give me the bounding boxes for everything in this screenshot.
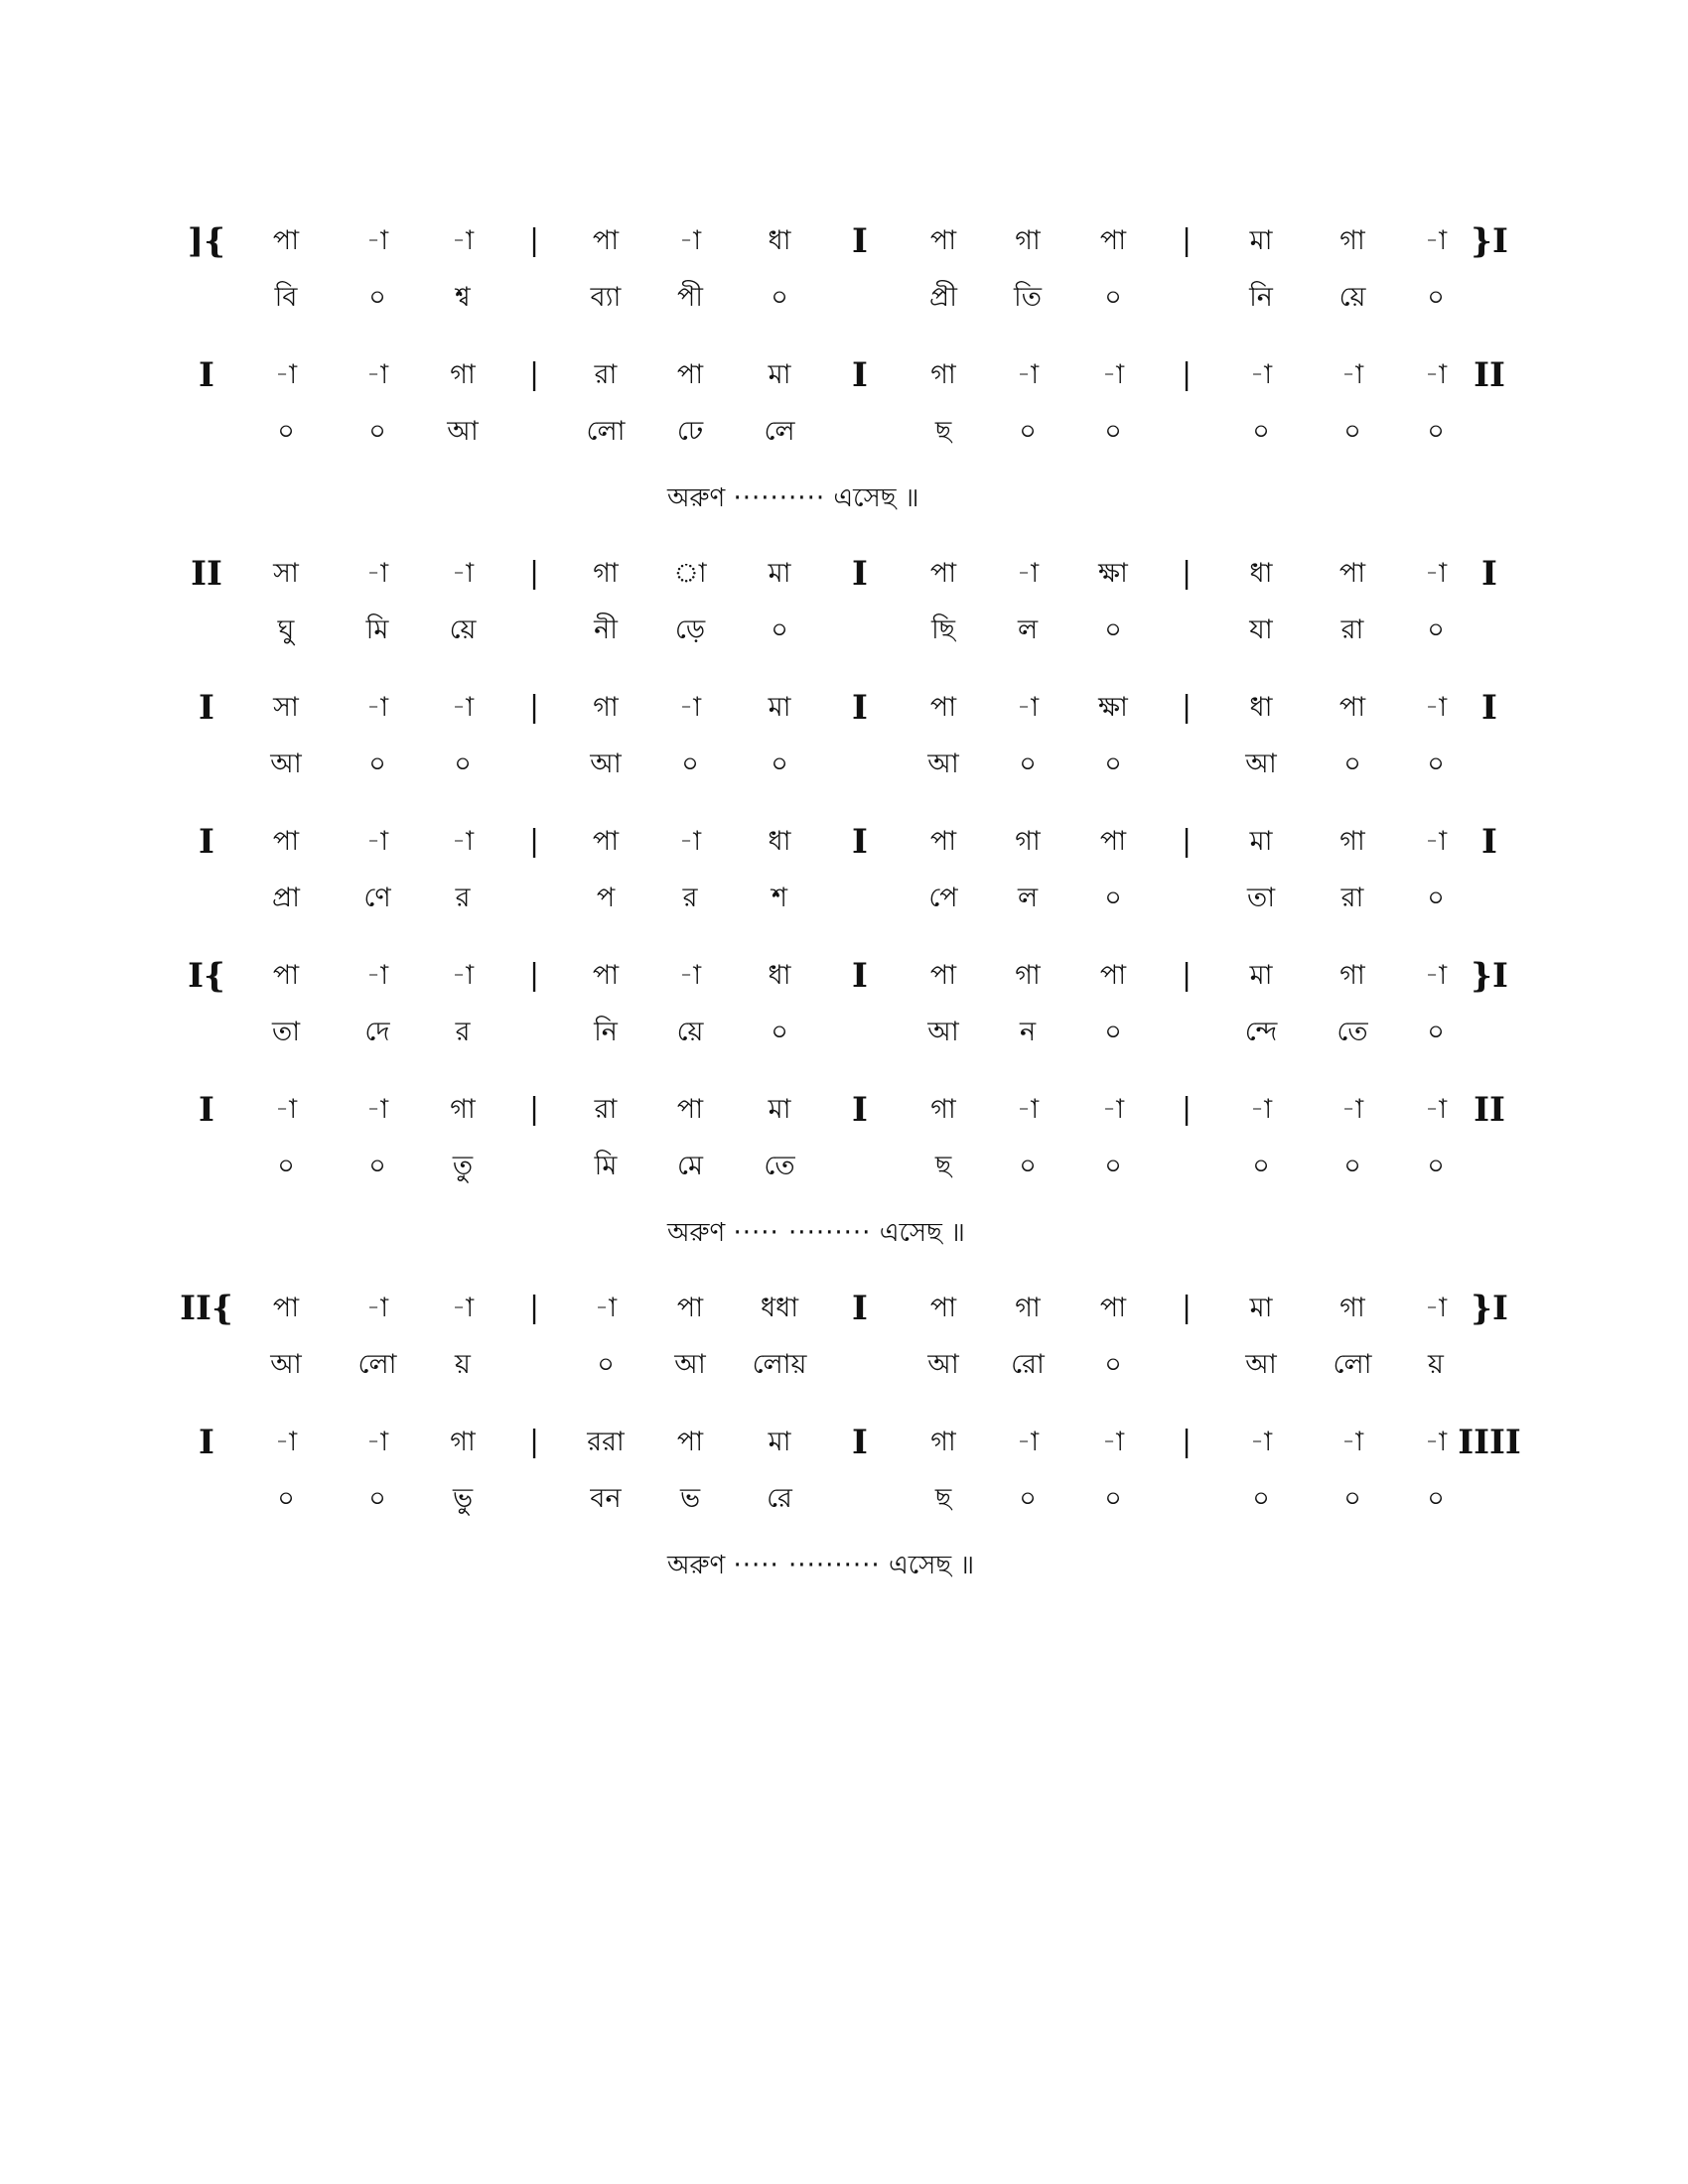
- lead-barline: I: [199, 1423, 214, 1462]
- lyric-syllable: ০: [1252, 1151, 1270, 1181]
- note-token: -া: [1424, 1427, 1448, 1457]
- lyric-syllable: ০: [368, 749, 386, 779]
- barline: I: [852, 1090, 868, 1130]
- lyric-syllable: ণে: [363, 883, 391, 913]
- note-token: মা: [768, 558, 791, 589]
- barline: |: [528, 556, 540, 591]
- note-token: -া: [451, 1293, 475, 1323]
- lyric-syllable: র: [455, 1017, 471, 1047]
- lyric-syllable: রে: [767, 1483, 792, 1514]
- note-token: -া: [1101, 1094, 1125, 1125]
- tail-barline: I: [1481, 822, 1497, 862]
- lyric-syllable: য়: [455, 1349, 471, 1380]
- note-token: মা: [768, 1427, 791, 1457]
- note-token: গা: [450, 1427, 476, 1457]
- barline: I: [852, 956, 868, 996]
- note-token: গা: [1339, 826, 1365, 857]
- lyric-syllable: তা: [271, 1017, 301, 1047]
- note-token: -া: [451, 826, 475, 857]
- note-token: পা: [676, 1427, 704, 1457]
- note-token: -া: [1249, 359, 1273, 390]
- note-token: ররা: [587, 1427, 625, 1457]
- note-token: রা: [594, 1094, 618, 1125]
- barline: |: [528, 1291, 540, 1325]
- note-token: -া: [1249, 1094, 1273, 1125]
- note-token: পা: [592, 225, 620, 256]
- lyric-syllable: ন: [1019, 1017, 1037, 1047]
- barline: I: [852, 554, 868, 594]
- barline: |: [1181, 556, 1193, 591]
- lead-barline: II{: [180, 1289, 233, 1328]
- note-token: -া: [451, 692, 475, 723]
- note-token: পা: [1099, 225, 1127, 256]
- lyric-syllable: ০: [1343, 749, 1361, 779]
- note-token: মা: [1249, 960, 1273, 991]
- note-token: পা: [929, 558, 957, 589]
- barline: |: [528, 958, 540, 993]
- note-token: পা: [272, 1293, 300, 1323]
- note-token: পা: [1099, 1293, 1127, 1323]
- lyric-syllable: র: [682, 883, 698, 913]
- lyric-syllable: নী: [594, 614, 618, 645]
- lyric-syllable: ০: [1343, 1151, 1361, 1181]
- note-token: -া: [1424, 225, 1448, 256]
- lead-barline: ]{: [188, 221, 225, 261]
- lyric-syllable: ০: [1104, 883, 1122, 913]
- lyric-syllable: ০: [1104, 282, 1122, 313]
- note-token: -া: [365, 558, 389, 589]
- lyric-syllable: ০: [454, 749, 472, 779]
- lyric-syllable: আ: [270, 1349, 302, 1380]
- note-token: -া: [451, 960, 475, 991]
- refrain-dots: ····· ··········: [733, 1551, 881, 1580]
- lyric-syllable: ল: [1017, 883, 1039, 913]
- note-token: -া: [365, 692, 389, 723]
- barline: |: [528, 223, 540, 258]
- note-token: পা: [272, 960, 300, 991]
- note-token: মা: [1249, 1293, 1273, 1323]
- lyric-syllable: ০: [1427, 614, 1445, 645]
- lyric-syllable: ০: [368, 416, 386, 447]
- lyric-syllable: ০: [1427, 282, 1445, 313]
- lyric-syllable: ০: [1019, 1151, 1037, 1181]
- lyric-syllable: ০: [1427, 749, 1445, 779]
- note-token: -া: [1424, 960, 1448, 991]
- note-token: পা: [929, 826, 957, 857]
- note-token: পা: [592, 960, 620, 991]
- note-token: -া: [1340, 359, 1364, 390]
- note-token: পা: [929, 692, 957, 723]
- note-token: া: [673, 558, 707, 589]
- note-token: গা: [593, 692, 619, 723]
- note-token: -া: [365, 960, 389, 991]
- note-token: -া: [1424, 826, 1448, 857]
- note-token: গা: [1015, 826, 1041, 857]
- lyric-syllable: ০: [771, 749, 788, 779]
- lyric-syllable: ০: [1343, 1483, 1361, 1514]
- note-token: -া: [1101, 1427, 1125, 1457]
- barline: |: [528, 690, 540, 725]
- lyric-syllable: নি: [594, 1017, 618, 1047]
- note-token: পা: [676, 359, 704, 390]
- note-token: -া: [1340, 1094, 1364, 1125]
- lyric-syllable: রা: [1340, 883, 1364, 913]
- note-token: গা: [1339, 1293, 1365, 1323]
- lyric-syllable: বন: [590, 1483, 622, 1514]
- note-token: -া: [678, 225, 702, 256]
- note-token: রা: [594, 359, 618, 390]
- lyric-syllable: তে: [764, 1151, 795, 1181]
- lyric-syllable: পে: [928, 883, 958, 913]
- tail-barline: I: [1481, 688, 1497, 728]
- lyric-syllable: ০: [1104, 1017, 1122, 1047]
- lyric-syllable: শ্ব: [455, 282, 471, 313]
- note-token: পা: [1338, 692, 1366, 723]
- lyric-syllable: তে: [1336, 1017, 1368, 1047]
- note-token: সা: [273, 692, 299, 723]
- note-token: গা: [450, 359, 476, 390]
- lyric-syllable: ঢে: [676, 416, 704, 447]
- note-token: গা: [930, 359, 956, 390]
- tail-barline: IIII: [1458, 1423, 1521, 1462]
- note-token: পা: [929, 960, 957, 991]
- lyric-syllable: যা: [1249, 614, 1273, 645]
- lyric-syllable: ০: [1104, 749, 1122, 779]
- refrain-start: অরুণ: [667, 483, 726, 513]
- lyric-syllable: ০: [277, 1151, 295, 1181]
- lyric-syllable: লো: [357, 1349, 397, 1380]
- note-token: -া: [451, 225, 475, 256]
- note-token: -া: [365, 1094, 389, 1125]
- note-token: পা: [1099, 826, 1127, 857]
- barline: |: [1181, 824, 1193, 859]
- note-token: ক্ষা: [1098, 692, 1128, 723]
- note-token: গা: [930, 1427, 956, 1457]
- note-token: -া: [678, 692, 702, 723]
- lyric-syllable: ছ: [934, 416, 952, 447]
- lyric-syllable: আ: [590, 749, 622, 779]
- lyric-syllable: শ: [772, 883, 787, 913]
- note-token: -া: [274, 1427, 298, 1457]
- lyric-syllable: ০: [1427, 1017, 1445, 1047]
- refrain-line: [667, 1548, 974, 1583]
- note-token: ধা: [1249, 558, 1273, 589]
- note-token: পা: [929, 225, 957, 256]
- refrain-end: এসেছ ॥: [833, 483, 919, 513]
- note-token: -া: [365, 1427, 389, 1457]
- barline: |: [528, 357, 540, 392]
- note-token: ধা: [768, 826, 791, 857]
- lyric-syllable: ০: [1104, 1151, 1122, 1181]
- lyric-syllable: তা: [1246, 883, 1276, 913]
- lyric-syllable: য়ে: [676, 1017, 704, 1047]
- note-token: গা: [1015, 1293, 1041, 1323]
- lyric-syllable: ঘু: [277, 614, 295, 645]
- barline: |: [1181, 1092, 1193, 1127]
- tail-barline: I: [1481, 554, 1497, 594]
- lyric-syllable: মে: [677, 1151, 703, 1181]
- lyric-syllable: ০: [771, 282, 788, 313]
- refrain-end: এসেছ ॥: [879, 1218, 965, 1248]
- note-token: -া: [678, 826, 702, 857]
- lyric-syllable: ছ: [934, 1483, 952, 1514]
- lyric-syllable: ০: [368, 1483, 386, 1514]
- barline: I: [852, 355, 868, 395]
- refrain-dots: ··········: [733, 483, 826, 513]
- barline: |: [528, 1092, 540, 1127]
- note-token: পা: [272, 225, 300, 256]
- lyric-syllable: আ: [1245, 1349, 1277, 1380]
- barline: I: [852, 822, 868, 862]
- note-token: -া: [365, 826, 389, 857]
- refrain-end: এসেছ ॥: [888, 1551, 975, 1580]
- note-token: ধধা: [760, 1293, 799, 1323]
- lyric-syllable: ভু: [452, 1483, 474, 1514]
- note-token: গা: [1015, 960, 1041, 991]
- note-token: পা: [929, 1293, 957, 1323]
- note-token: -া: [1424, 1293, 1448, 1323]
- lyric-syllable: ০: [1252, 1483, 1270, 1514]
- lyric-syllable: ০: [771, 614, 788, 645]
- lyric-syllable: ০: [1343, 416, 1361, 447]
- note-token: সা: [273, 558, 299, 589]
- lyric-syllable: ০: [1104, 416, 1122, 447]
- note-token: গা: [1015, 225, 1041, 256]
- note-token: -া: [1016, 1094, 1040, 1125]
- note-token: পা: [592, 826, 620, 857]
- lyric-syllable: ০: [1427, 883, 1445, 913]
- barline: |: [1181, 223, 1193, 258]
- lyric-syllable: মি: [365, 614, 389, 645]
- lyric-syllable: প্রা: [272, 883, 300, 913]
- barline: I: [852, 688, 868, 728]
- note-token: -া: [1424, 558, 1448, 589]
- lyric-syllable: ০: [1019, 1483, 1037, 1514]
- lyric-syllable: ০: [597, 1349, 615, 1380]
- lyric-syllable: ড়ে: [674, 614, 706, 645]
- lyric-syllable: নি: [1249, 282, 1273, 313]
- note-token: পা: [1099, 960, 1127, 991]
- barline: |: [1181, 357, 1193, 392]
- lyric-syllable: আ: [270, 749, 302, 779]
- note-token: মা: [768, 692, 791, 723]
- note-token: -া: [1340, 1427, 1364, 1457]
- lead-barline: I: [199, 822, 214, 862]
- lyric-syllable: তি: [1014, 282, 1042, 313]
- tail-barline: }I: [1471, 956, 1508, 996]
- note-token: পা: [676, 1094, 704, 1125]
- tail-barline: }I: [1471, 1289, 1508, 1328]
- note-token: -া: [1424, 1094, 1448, 1125]
- lyric-syllable: লোয়: [752, 1349, 807, 1380]
- note-token: -া: [365, 225, 389, 256]
- note-token: গা: [930, 1094, 956, 1125]
- lyric-syllable: বি: [274, 282, 298, 313]
- lead-barline: I: [199, 1090, 214, 1130]
- lyric-syllable: লে: [764, 416, 795, 447]
- note-token: পা: [676, 1293, 704, 1323]
- lyric-syllable: পী: [676, 282, 704, 313]
- note-token: -া: [274, 1094, 298, 1125]
- lyric-syllable: ০: [1104, 1349, 1122, 1380]
- note-token: -া: [1424, 359, 1448, 390]
- lead-barline: I{: [188, 956, 225, 996]
- tail-barline: II: [1474, 1090, 1505, 1130]
- note-token: -া: [678, 960, 702, 991]
- lyric-syllable: ০: [1252, 416, 1270, 447]
- lyric-syllable: য়ে: [1338, 282, 1366, 313]
- note-token: -া: [1016, 1427, 1040, 1457]
- lyric-syllable: আ: [674, 1349, 706, 1380]
- note-token: -া: [365, 1293, 389, 1323]
- barline: I: [852, 1289, 868, 1328]
- note-token: -া: [594, 1293, 618, 1323]
- note-token: -া: [1424, 692, 1448, 723]
- note-token: -া: [1016, 558, 1040, 589]
- barline: |: [1181, 690, 1193, 725]
- lyric-syllable: ন্দে: [1244, 1017, 1278, 1047]
- lyric-syllable: য়ে: [449, 614, 477, 645]
- note-token: ধা: [768, 225, 791, 256]
- barline: |: [1181, 1291, 1193, 1325]
- lyric-syllable: রা: [1340, 614, 1364, 645]
- refrain-start: অরুণ: [667, 1551, 726, 1580]
- tail-barline: II: [1474, 355, 1505, 395]
- note-token: ধা: [768, 960, 791, 991]
- lyric-syllable: আ: [927, 749, 959, 779]
- barline: |: [528, 824, 540, 859]
- lyric-syllable: ০: [681, 749, 699, 779]
- lyric-syllable: ০: [1427, 1483, 1445, 1514]
- lyric-syllable: ০: [277, 1483, 295, 1514]
- lyric-syllable: প্রী: [929, 282, 957, 313]
- note-token: পা: [1338, 558, 1366, 589]
- lyric-syllable: প: [596, 883, 616, 913]
- lyric-syllable: আ: [1245, 749, 1277, 779]
- lyric-syllable: আ: [927, 1017, 959, 1047]
- note-token: ক্ষা: [1098, 558, 1128, 589]
- lyric-syllable: মি: [594, 1151, 618, 1181]
- barline: |: [528, 1425, 540, 1459]
- lyric-syllable: র: [455, 883, 471, 913]
- lyric-syllable: ০: [1427, 416, 1445, 447]
- lyric-syllable: ল: [1017, 614, 1039, 645]
- refrain-line: [667, 480, 919, 516]
- note-token: মা: [768, 359, 791, 390]
- lyric-syllable: য়: [1428, 1349, 1444, 1380]
- note-token: -া: [451, 558, 475, 589]
- lead-barline: I: [199, 688, 214, 728]
- note-token: গা: [1339, 225, 1365, 256]
- lyric-syllable: ছি: [930, 614, 956, 645]
- note-token: গা: [450, 1094, 476, 1125]
- refrain-start: অরুণ: [667, 1218, 726, 1248]
- lyric-syllable: ০: [771, 1017, 788, 1047]
- lead-barline: I: [199, 355, 214, 395]
- note-token: মা: [1249, 826, 1273, 857]
- lyric-syllable: ভ: [679, 1483, 701, 1514]
- barline: |: [1181, 1425, 1193, 1459]
- barline: |: [1181, 958, 1193, 993]
- note-token: মা: [1249, 225, 1273, 256]
- lyric-syllable: লো: [586, 416, 626, 447]
- note-token: গা: [593, 558, 619, 589]
- note-token: -া: [1249, 1427, 1273, 1457]
- lead-barline: II: [191, 554, 222, 594]
- barline: I: [852, 1423, 868, 1462]
- refrain-dots: ····· ·········: [733, 1218, 872, 1248]
- lyric-syllable: আ: [927, 1349, 959, 1380]
- lyric-syllable: ০: [277, 416, 295, 447]
- lyric-syllable: ০: [1104, 1483, 1122, 1514]
- note-token: -া: [1101, 359, 1125, 390]
- lyric-syllable: ০: [1104, 614, 1122, 645]
- note-token: ধা: [1249, 692, 1273, 723]
- note-token: -া: [1016, 692, 1040, 723]
- lyric-syllable: ০: [368, 282, 386, 313]
- barline: I: [852, 221, 868, 261]
- lyric-syllable: আ: [447, 416, 479, 447]
- note-token: -া: [365, 359, 389, 390]
- note-token: গা: [1339, 960, 1365, 991]
- lyric-syllable: রো: [1011, 1349, 1045, 1380]
- lyric-syllable: ব্যা: [590, 282, 622, 313]
- note-token: -া: [1016, 359, 1040, 390]
- note-token: পা: [272, 826, 300, 857]
- lyric-syllable: দে: [364, 1017, 390, 1047]
- lyric-syllable: ০: [1019, 749, 1037, 779]
- lyric-syllable: ০: [1427, 1151, 1445, 1181]
- refrain-line: [667, 1215, 965, 1251]
- lyric-syllable: লো: [1333, 1349, 1372, 1380]
- note-token: মা: [768, 1094, 791, 1125]
- lyric-syllable: ছ: [934, 1151, 952, 1181]
- lyric-syllable: তু: [452, 1151, 474, 1181]
- tail-barline: }I: [1471, 221, 1508, 261]
- lyric-syllable: ০: [368, 1151, 386, 1181]
- lyric-syllable: ০: [1019, 416, 1037, 447]
- note-token: -া: [274, 359, 298, 390]
